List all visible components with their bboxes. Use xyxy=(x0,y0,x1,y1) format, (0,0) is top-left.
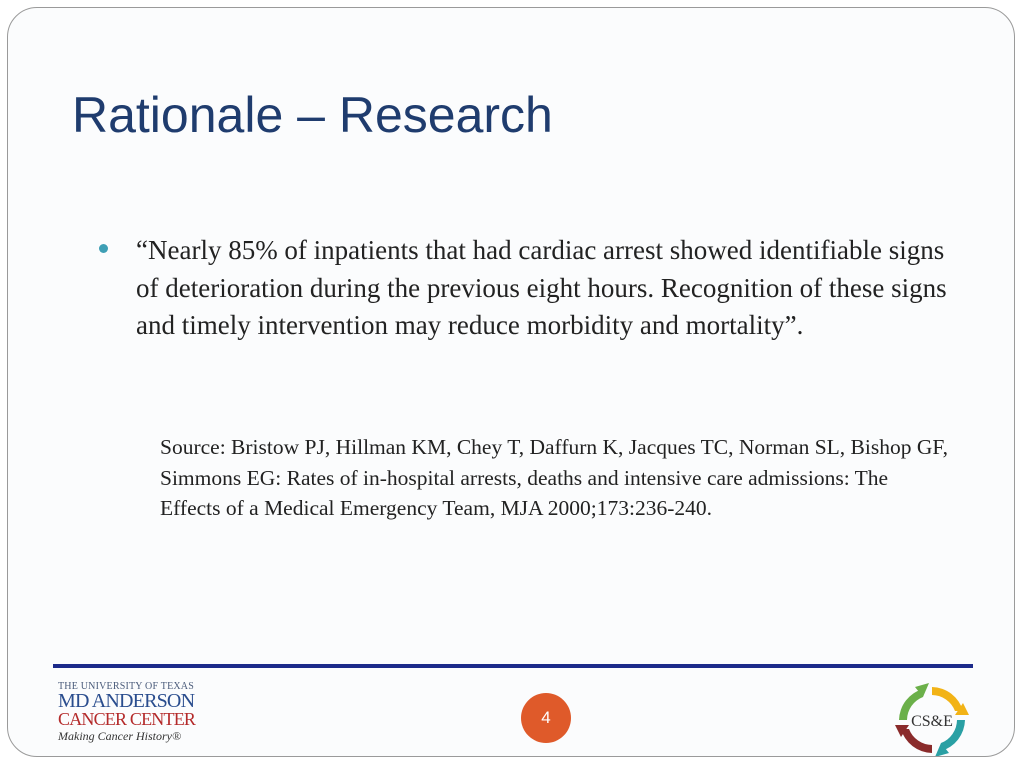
logo-tagline: Making Cancer History® xyxy=(58,729,182,743)
footer-divider xyxy=(53,664,973,668)
page-number-badge: 4 xyxy=(521,693,571,743)
cse-logo-icon xyxy=(893,681,971,757)
source-citation: Source: Bristow PJ, Hillman KM, Chey T, Daffurn K, Jacques TC, Norman SL, Bishop GF, Simmons EG: Rates of in-hospital arrests, deaths and intensive care admissions: The Effects of a Medical Emergency Team, MJA 2000;173:236-240. xyxy=(160,435,948,520)
cse-logo-text: CS&E xyxy=(911,713,953,730)
bullet-dot-icon xyxy=(99,244,108,253)
logo-name-line: MD ANDERSON xyxy=(58,690,195,712)
quote-text: “Nearly 85% of inpatients that had cardiac arrest showed identifiable signs of deterioration during the previous eight hours. Recognition of these signs and timely intervention may reduce morbidity and mortality”. xyxy=(136,235,947,340)
md-anderson-logo xyxy=(58,681,208,751)
logo-center-line: CANCER CENTER xyxy=(58,709,196,729)
slide-frame xyxy=(7,7,1015,757)
logo-university-line: THE UNIVERSITY OF TEXAS xyxy=(58,681,194,692)
slide-title: Rationale – Research xyxy=(72,87,553,143)
